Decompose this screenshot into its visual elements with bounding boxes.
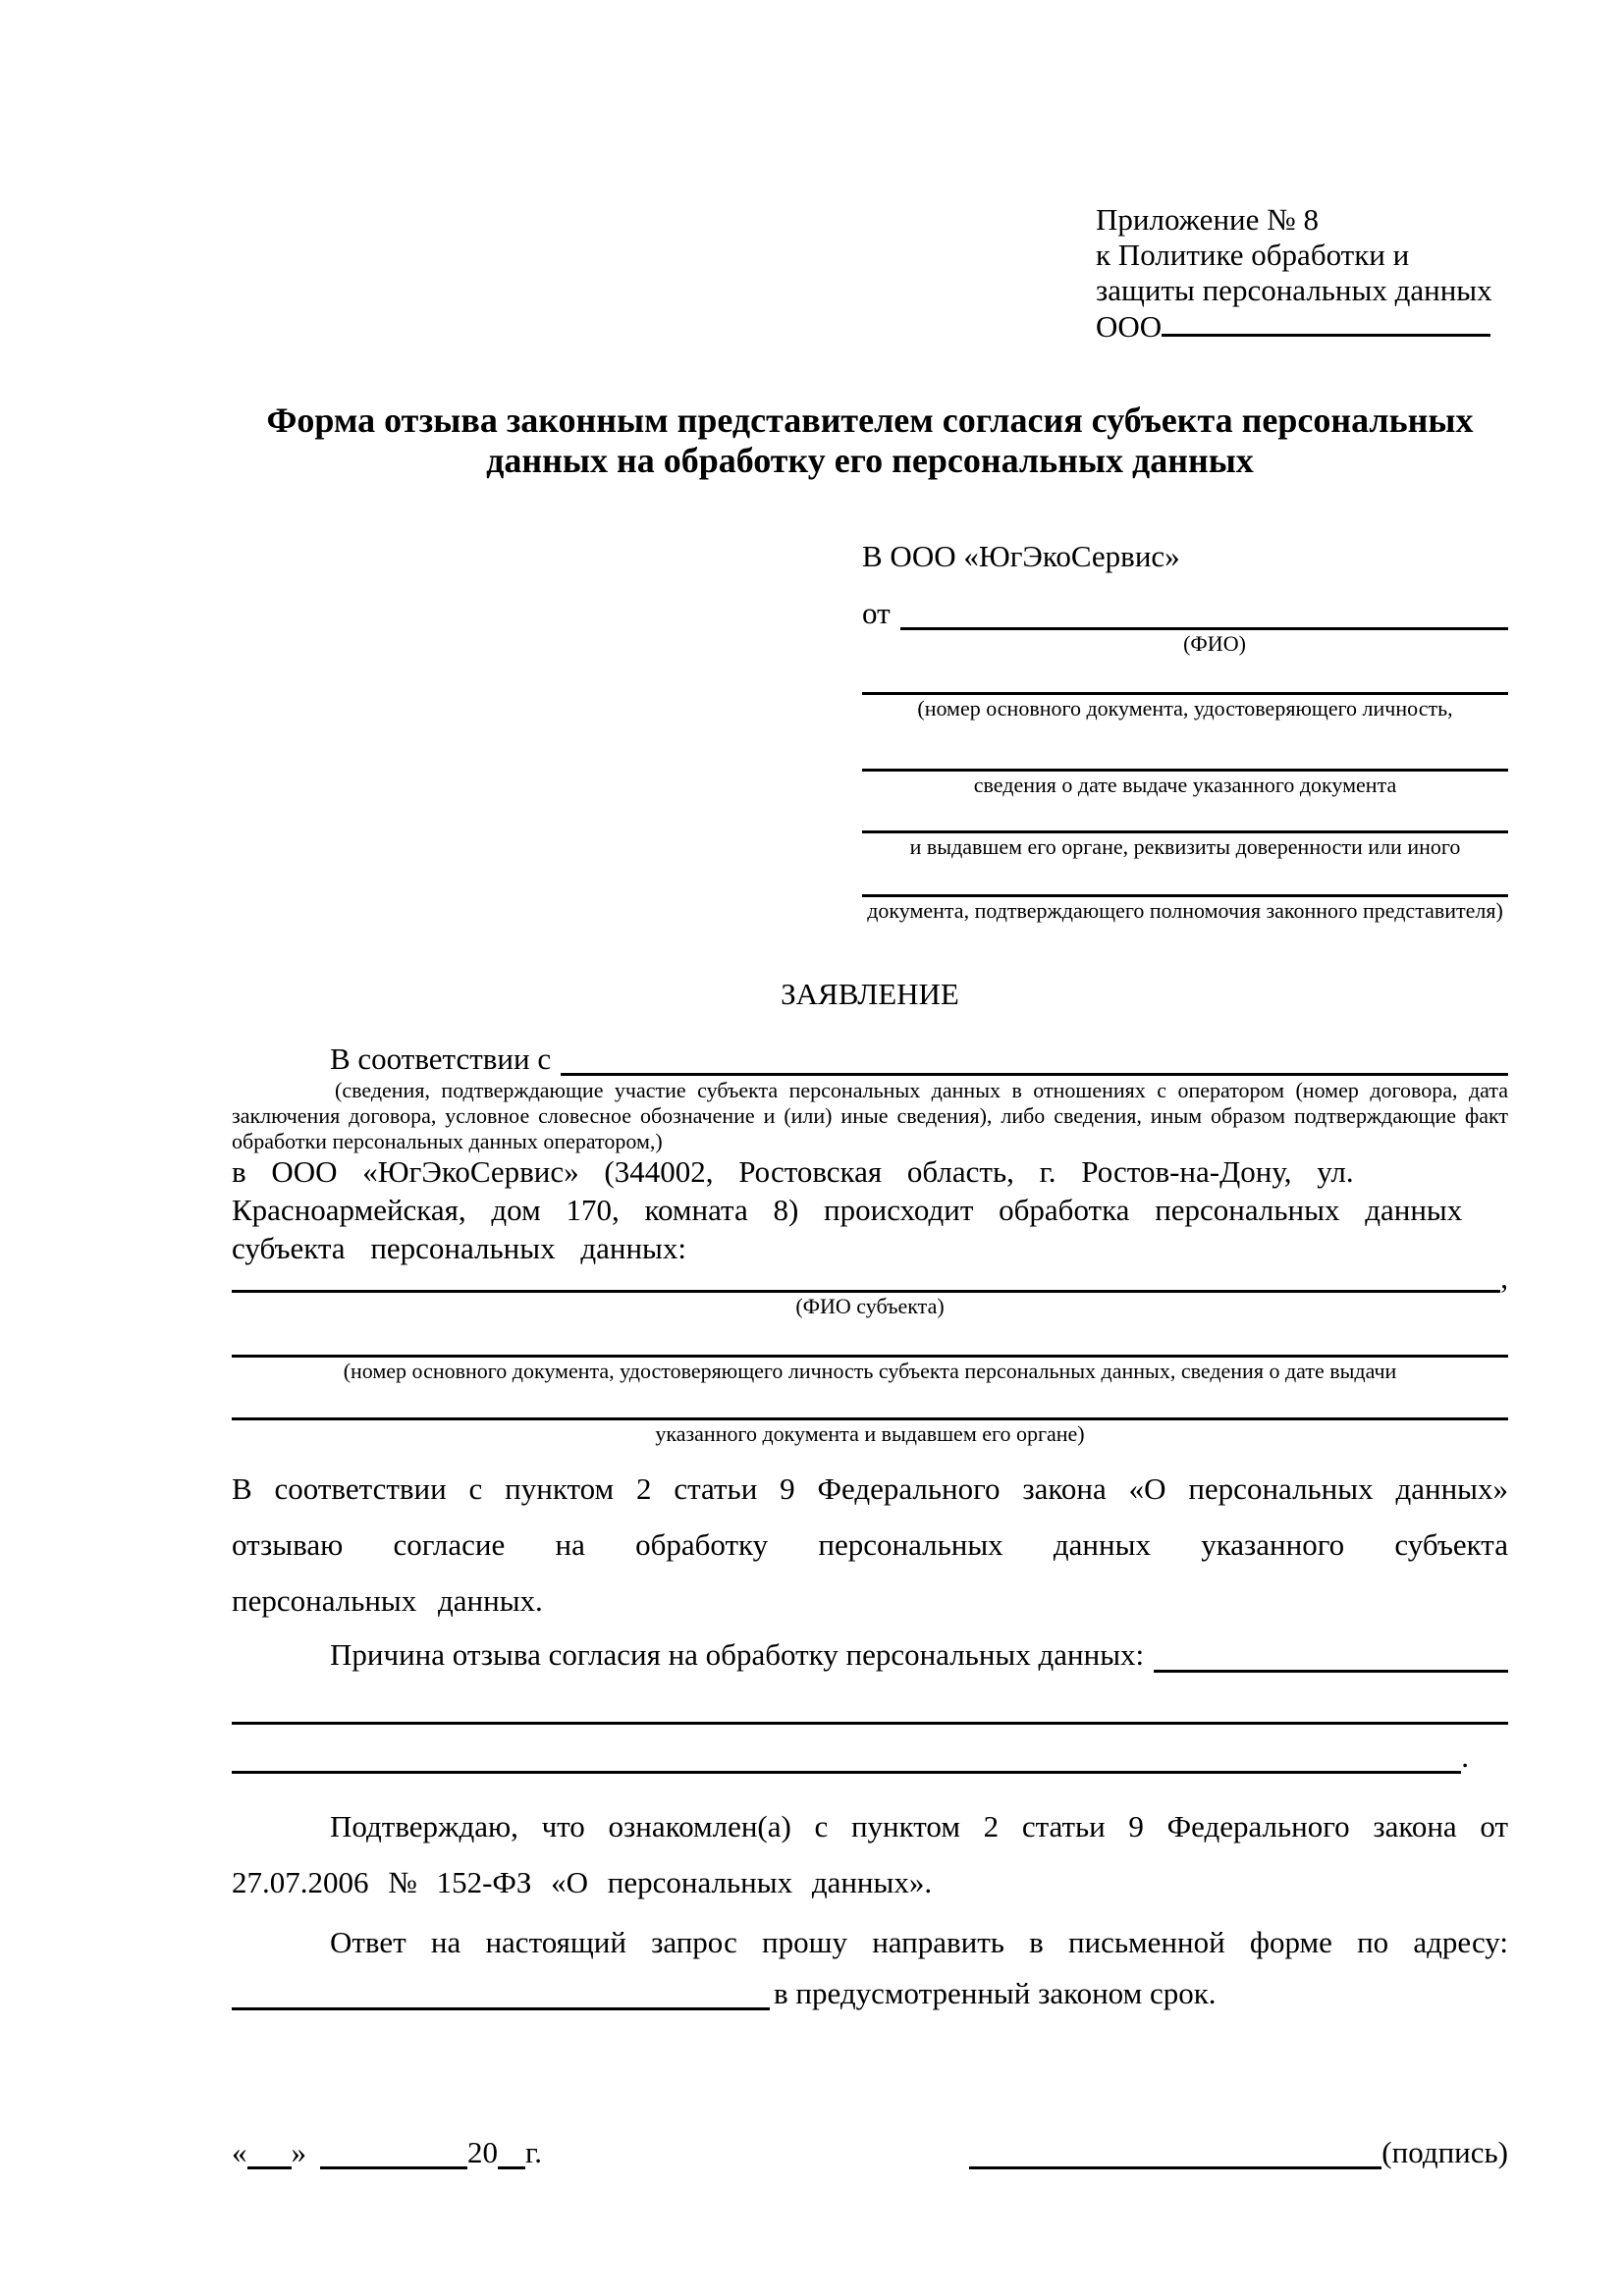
date-day-blank[interactable]	[247, 2164, 292, 2169]
reason-label: Причина отзыва согласия на обработку персональных данных:	[330, 1637, 1145, 1672]
reason-blank-line-2[interactable]	[232, 1769, 1461, 1774]
intro-caption: (сведения, подтверждающие участие субъекта персональных данных в отношениях с оператором (номер договора, дата заключения договора, условное словесное обозначение и (или) иные сведения), либо сведения, иным образом подтверждающие факт обработки персональных данных оператором,)	[232, 1078, 1508, 1153]
addressee-company: В ООО «ЮгЭкоСервис»	[862, 539, 1180, 573]
from-row	[862, 575, 1508, 630]
statement-heading: ЗАЯВЛЕНИЕ	[781, 977, 959, 1011]
doc-caption-2: сведения о дате выдаче указанного документа	[973, 773, 1397, 797]
reply-label: Ответ на настоящий запрос прошу направить в письменной форме по адресу:	[330, 1925, 1508, 1959]
reply-address-row	[232, 1965, 1508, 2010]
reason-lines	[232, 1682, 1508, 1774]
date-group	[232, 2136, 542, 2169]
date-year-suffix: г.	[525, 2135, 542, 2169]
signature-caption: (подпись)	[1381, 2135, 1508, 2169]
representative-authority-doc-blank[interactable]	[862, 861, 1508, 897]
reason-row	[232, 1629, 1508, 1673]
representative-doc-number-blank[interactable]	[862, 658, 1508, 695]
reason-blank-row-2	[232, 1725, 1508, 1774]
subject-fio-row	[232, 1260, 1508, 1295]
form-title: Форма отзыва законным представителем согласия субъекта персональных данных на обработку его персональных данных	[266, 400, 1474, 480]
date-year-prefix: 20	[467, 2135, 498, 2169]
appendix-line-2: к Политике обработки и	[1096, 238, 1410, 272]
date-month-blank[interactable]	[320, 2164, 467, 2169]
signature-blank[interactable]	[969, 2164, 1381, 2169]
representative-doc-issuer-blank[interactable]	[862, 799, 1508, 833]
doc-caption-1: (номер основного документа, удостоверяющего личность,	[917, 696, 1453, 721]
subject-block	[232, 1260, 1508, 1448]
date-open-quote: «	[232, 2135, 247, 2169]
subject-doc-caption-1: (номер основного документа, удостоверяющего личность субъекта персональных данных, сведения о дате выдачи	[343, 1359, 1397, 1383]
signature-group	[969, 2136, 1508, 2169]
company-name-blank[interactable]	[1162, 308, 1490, 337]
reason-blank-start[interactable]	[1154, 1668, 1508, 1673]
subject-fio-caption: (ФИО субъекта)	[795, 1294, 945, 1318]
basis-details-blank[interactable]	[561, 1071, 1508, 1076]
addressee-block	[862, 538, 1508, 925]
appendix-block	[1096, 202, 1508, 345]
date-close-quote: »	[291, 2135, 306, 2169]
appendix-line-3: защиты персональных данных	[1096, 273, 1492, 307]
operator-paragraph: в ООО «ЮгЭкоСервис» (344002, Ростовская область, г. Ростов-на-Дону, ул. Красноармейская, дом 170, комната 8) происходит обработка персональных данных субъекта персональных данных:	[232, 1154, 1463, 1265]
subject-fio-comma: ,	[1500, 1260, 1508, 1295]
subject-doc-issuer-blank[interactable]	[232, 1385, 1508, 1420]
confirm-paragraph: Подтверждаю, что ознакомлен(а) с пунктом 2 статьи 9 Федерального закона от 27.07.2006 № 152-ФЗ «О персональных данных».	[232, 1809, 1508, 1899]
intro-row	[232, 1037, 1508, 1076]
reason-period: .	[1461, 1739, 1469, 1774]
fio-caption: (ФИО)	[1183, 631, 1246, 656]
reply-address-blank[interactable]	[232, 2005, 770, 2010]
footer-row	[232, 2122, 1508, 2169]
subject-doc-number-blank[interactable]	[232, 1320, 1508, 1358]
reply-suffix: в предусмотренный законом срок.	[774, 1976, 1217, 2010]
appendix-line-1: Приложение № 8	[1096, 202, 1319, 237]
withdraw-paragraph: В соответствии с пунктом 2 статьи 9 Федерального закона «О персональных данных» отзываю согласие на обработку персональных данных указанного субъекта персональных данных.	[232, 1471, 1508, 1618]
reply-block	[232, 1920, 1508, 2010]
company-prefix-label: ООО	[1096, 309, 1163, 344]
intro-label: В соответствии с	[330, 1041, 552, 1076]
doc-caption-4: документа, подтверждающего полномочия законного представителя)	[867, 898, 1503, 923]
appendix-company-row	[1096, 308, 1508, 345]
doc-caption-3: и выдавшем его органе, реквизиты доверенности или иного	[909, 834, 1461, 859]
subject-doc-caption-2: указанного документа и выдавшем его органе)	[655, 1421, 1085, 1446]
from-label: от	[862, 596, 891, 630]
reason-blank-line-1[interactable]	[232, 1682, 1508, 1725]
date-year-blank[interactable]	[498, 2164, 525, 2169]
representative-doc-date-blank[interactable]	[862, 722, 1508, 772]
